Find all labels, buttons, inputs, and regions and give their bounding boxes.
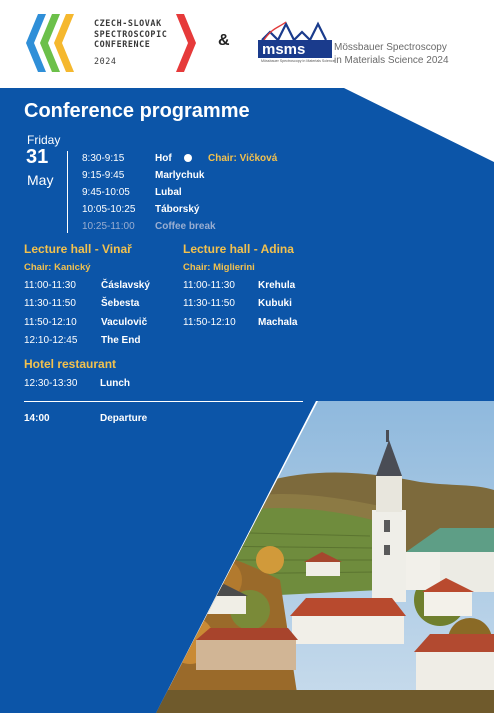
msms-conference-title: Mössbauer Spectroscopy in Materials Science 2024 xyxy=(334,42,449,66)
schedule-divider xyxy=(67,151,68,233)
departure-time: 14:00 xyxy=(24,413,50,424)
hall-vinar-title: Lecture hall - Vinař xyxy=(24,242,132,256)
morning-time-3: 9:45-10:05 xyxy=(82,187,130,198)
adina-time-1: 11:00-11:30 xyxy=(183,280,235,291)
morning-speaker-4: Táborský xyxy=(155,204,200,215)
css-conference-logo xyxy=(26,14,216,72)
css-logo-chevrons-icon xyxy=(26,14,92,72)
header xyxy=(0,0,494,88)
morning-time-4: 10:05-10:25 xyxy=(82,204,136,215)
morning-speaker-1: Hof xyxy=(155,153,172,164)
lunch-time: 12:30-13:30 xyxy=(24,378,78,389)
morning-time-2: 9:15-9:45 xyxy=(82,170,125,181)
lunch-label: Lunch xyxy=(100,378,130,389)
restaurant-title: Hotel restaurant xyxy=(24,357,117,371)
adina-time-2: 11:30-11:50 xyxy=(183,298,235,309)
vinar-time-2: 11:30-11:50 xyxy=(24,298,76,309)
morning-speaker-3: Lubal xyxy=(155,187,182,198)
day-month: May xyxy=(27,172,54,188)
day-name: Friday xyxy=(27,133,61,147)
hall-adina-title: Lecture hall - Adina xyxy=(183,242,294,256)
css-logo-text: CZECH-SLOVAK SPECTROSCOPIC CONFERENCE xyxy=(94,18,168,49)
day-number: 31 xyxy=(26,146,49,168)
msms-logo-text: msms xyxy=(262,41,306,58)
vinar-speaker-2: Šebesta xyxy=(101,298,140,309)
coffee-break: Coffee break xyxy=(155,221,216,232)
css-logo-year: 2024 xyxy=(94,56,117,66)
bullet-dot-icon xyxy=(184,154,192,162)
adina-speaker-1: Krehula xyxy=(258,280,296,291)
css-logo-right-chevron-icon xyxy=(176,14,196,72)
msms-tagline: Mössbauer Spectroscopy in Materials Science xyxy=(261,59,335,63)
adina-speaker-3: Machala xyxy=(258,317,298,328)
morning-time-1: 8:30-9:15 xyxy=(82,153,125,164)
morning-speaker-2: Marlychuk xyxy=(155,170,205,181)
vinar-speaker-1: Čáslavský xyxy=(101,280,150,291)
vinar-speaker-3: Vaculovič xyxy=(101,317,148,328)
vinar-time-3: 11:50-12:10 xyxy=(24,317,77,328)
hall-vinar-chair: Chair: Kanický xyxy=(24,262,91,273)
ampersand: & xyxy=(218,32,230,49)
page-title: Conference programme xyxy=(24,100,250,122)
morning-chair: Chair: Vičková xyxy=(208,153,278,164)
hall-adina-chair: Chair: Miglierini xyxy=(183,262,255,273)
departure-divider xyxy=(24,401,303,402)
adina-time-3: 11:50-12:10 xyxy=(183,317,236,328)
vinar-time-4: 12:10-12:45 xyxy=(24,335,78,346)
departure-label: Departure xyxy=(100,413,148,424)
adina-speaker-2: Kubuki xyxy=(258,298,292,309)
vinar-time-1: 11:00-11:30 xyxy=(24,280,76,291)
vinar-speaker-4: The End xyxy=(101,335,141,346)
morning-time-5: 10:25-11:00 xyxy=(82,221,135,232)
